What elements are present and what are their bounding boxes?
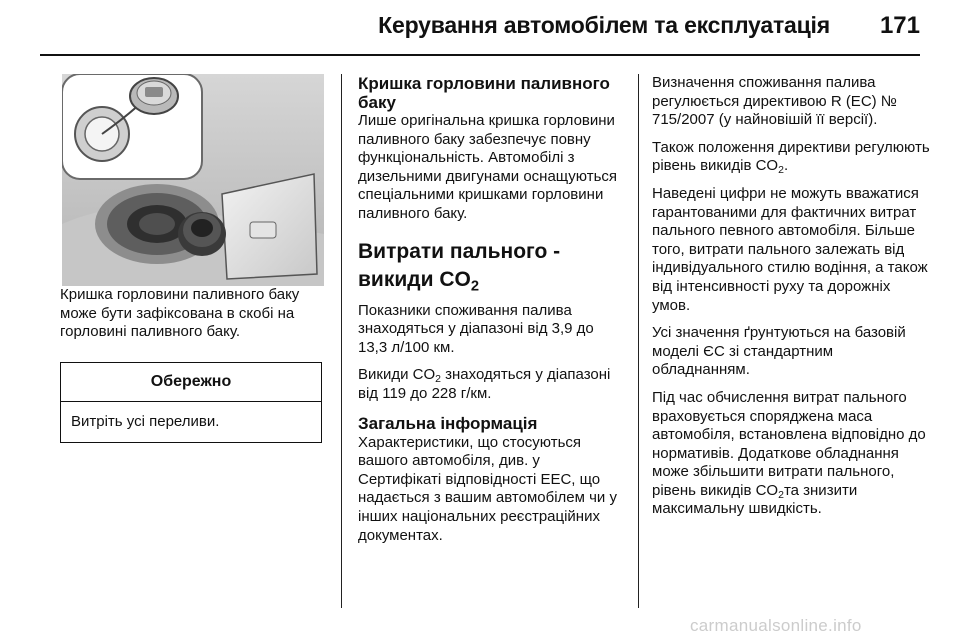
- emission-regulation-sub: 2: [778, 164, 784, 177]
- consumption-heading-sub: 2: [470, 277, 479, 294]
- fuel-cap-heading: Кришка горловини паливного баку: [358, 74, 610, 112]
- column-divider-left: [341, 74, 342, 608]
- calculation-prefix: Під час обчислення витрат пального враховується споряджена маса автомобіля, встановлена відповідно до нормативів. Додаткове обладнання може збільшити витрати пального, рівень викидів CO: [652, 388, 926, 499]
- calculation-sub: 2: [778, 489, 784, 502]
- page-header: [378, 12, 920, 40]
- header-rule: [40, 54, 920, 56]
- watermark: carmanualsonline.info: [690, 616, 862, 635]
- right-column: [652, 74, 932, 528]
- emission-regulation-suffix: .: [783, 157, 789, 175]
- consumption-heading-text: Витрати пального - викиди CO: [358, 239, 561, 291]
- emissions-sub: 2: [435, 373, 441, 386]
- fuel-cap-illustration: [62, 74, 324, 286]
- page-number: 171: [879, 12, 920, 39]
- left-column: [60, 74, 325, 443]
- warning-text: Витріть усі переливи.: [71, 413, 220, 431]
- calculation-paragraph: [652, 389, 932, 519]
- emission-regulation-prefix: Також положення директиви регулюють рівень викидів CO: [652, 138, 930, 175]
- figures-paragraph: Наведені цифри не можуть вважатися гарантованими для фактичних витрат пального певного автомобіля. Більше того, витрати пального залежать від індивідуального стилю водіння, а також від інтенсивності руху та дорожніх умов.: [652, 184, 928, 314]
- emission-regulation-paragraph: [652, 139, 932, 176]
- fuel-cap-text: Лише оригінальна кришка горловини паливного баку забезпечує повну функціональність. Автомобілі з дизельними двигунами оснащуються спеціальними кришками горловини паливного баку.: [358, 112, 618, 222]
- fuel-cap-photo: [62, 74, 324, 286]
- general-text: Характеристики, що стосуються вашого автомобіля, див. у Сертифікаті відповідності EEC, що надається з вашим автомобілем чи у інших національних реєстраційних документах.: [358, 433, 617, 544]
- warning-title: Обережно: [61, 363, 321, 403]
- header-title: Керування автомобілем та експлуатація: [378, 12, 830, 38]
- directive-paragraph: Визначення споживання палива регулюється директивою R (EC) № 715/2007 (у найновішій її версії).: [652, 74, 897, 129]
- photo-caption: Кришка горловини паливного баку може бути зафіксована в скобі на горловині паливного баку.: [60, 286, 300, 341]
- warning-box: [60, 362, 322, 443]
- calculation-suffix: та знизити максимальну швидкість.: [652, 481, 858, 518]
- emissions-suffix: знаходяться у діапазоні від 119 до 228 г/км.: [358, 366, 611, 402]
- column-divider-right: [638, 74, 639, 608]
- middle-column: [358, 74, 624, 554]
- emissions-prefix: Викиди CO: [358, 366, 436, 384]
- base-model-paragraph: Усі значення ґрунтуються на базовій моделі ЄС зі стандартним обладнанням.: [652, 324, 906, 379]
- general-heading: Загальна інформація: [358, 413, 538, 433]
- consumption-text: Показники споживання палива знаходяться у діапазоні від 3,9 до 13,3 л/100 км.: [358, 301, 594, 356]
- emissions-text: [358, 366, 624, 403]
- consumption-heading: [358, 238, 624, 294]
